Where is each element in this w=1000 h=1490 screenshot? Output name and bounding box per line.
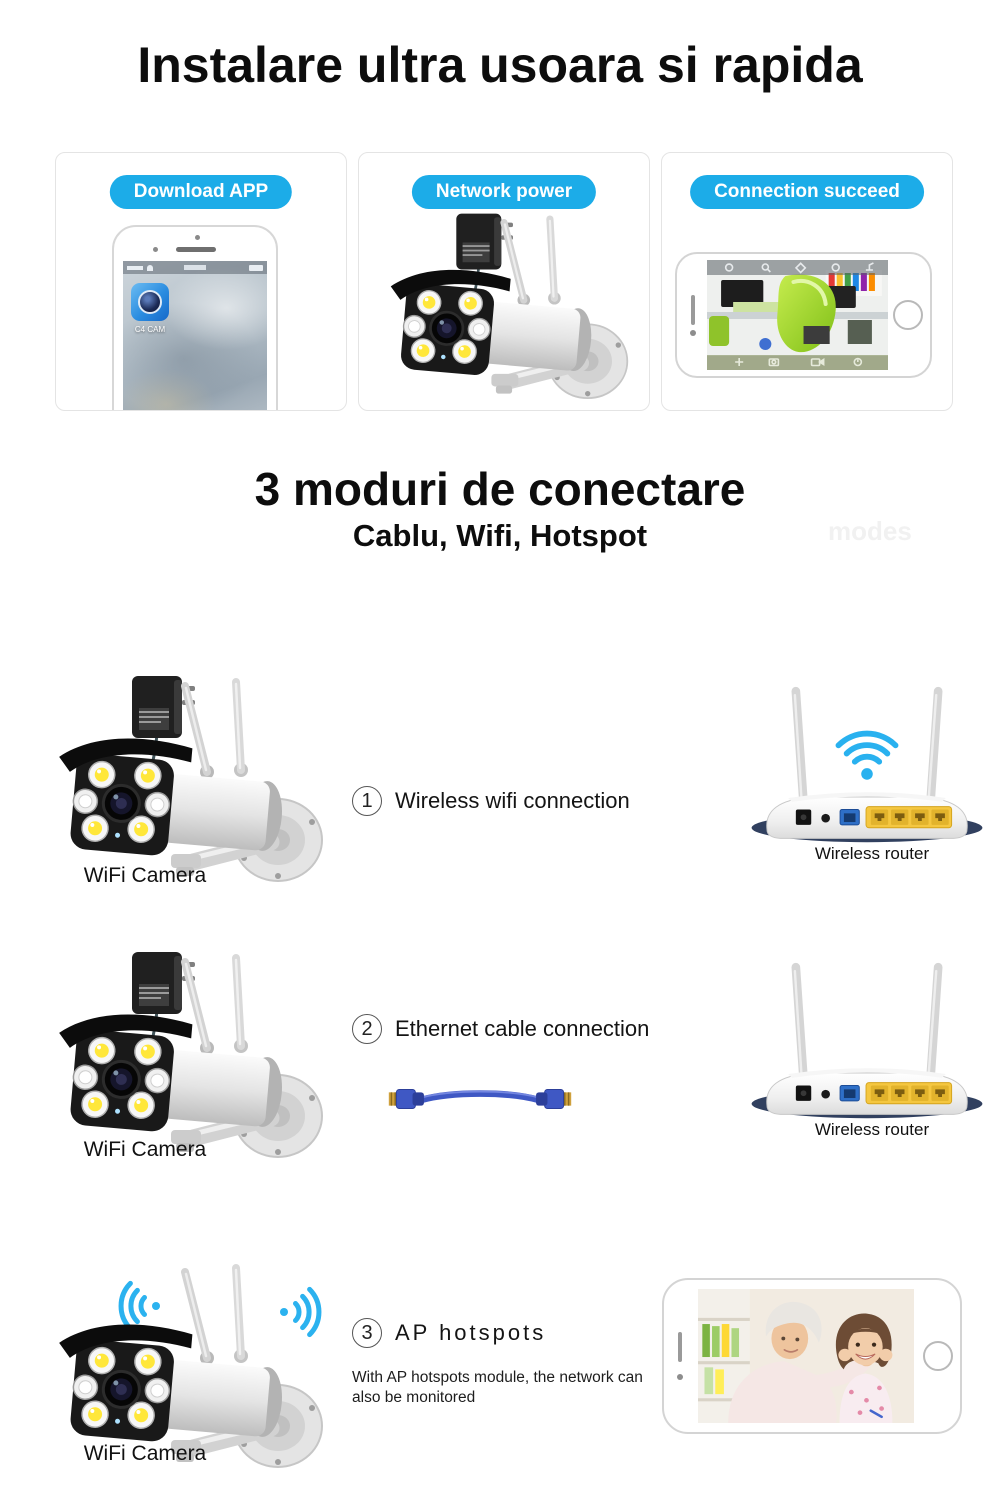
step-badge: Download APP — [110, 175, 292, 209]
step-badge: Network power — [412, 175, 596, 209]
office-scene — [707, 260, 888, 370]
camera-live-view-screen — [707, 260, 888, 370]
wireless-router-label: Wireless router — [814, 1120, 930, 1139]
wifi-camera-illustration — [35, 946, 335, 1161]
wireless-router-illustration — [742, 942, 992, 1130]
wifi-camera-illustration — [35, 670, 335, 885]
phone-speaker-icon — [691, 295, 695, 325]
phone-speaker-icon — [176, 247, 216, 252]
clock-text — [184, 265, 206, 270]
app-icon-label: C4 CAM — [134, 325, 166, 334]
wifi-camera-label: WiFi Camera — [83, 1138, 207, 1161]
battery-icon — [249, 265, 263, 271]
step-card-network-power — [358, 152, 650, 411]
home-button — [893, 300, 923, 330]
phone-status-bar — [123, 261, 267, 274]
mode-row-3 — [352, 1318, 546, 1348]
page-title: Instalare ultra usoara si rapida — [137, 37, 863, 93]
family-photo-screen — [698, 1289, 914, 1423]
camera-app-icon — [131, 283, 169, 321]
section-subtitle: Cablu, Wifi, Hotspot — [352, 518, 648, 553]
step-card-connection-succeed — [661, 152, 953, 411]
family-scene — [698, 1289, 914, 1423]
mode-title: AP hotspots — [395, 1320, 547, 1345]
phone-camera-dot-icon — [195, 235, 200, 240]
phone-mockup-landscape — [675, 252, 932, 378]
wifi-camera-with-adapter-illustration — [369, 208, 639, 402]
ghost-watermark: modes — [828, 516, 912, 546]
step-badge: Connection succeed — [690, 175, 924, 209]
phone-speaker-icon — [678, 1332, 682, 1362]
mode-title: Ethernet cable connection — [395, 1016, 650, 1041]
mode-title: Wireless wifi connection — [395, 788, 630, 813]
mode-number-badge: 3 — [352, 1318, 382, 1348]
step-card-download-app — [55, 152, 347, 411]
signal-bars-icon — [127, 266, 143, 270]
mode-description: With AP hotspots module, the network can also be monitored — [352, 1369, 643, 1407]
wireless-router-label: Wireless router — [814, 844, 930, 863]
phone-mockup-portrait — [112, 225, 278, 411]
mode-row-2 — [352, 1014, 649, 1044]
wifi-camera-hotspot-illustration — [35, 1256, 335, 1471]
home-button — [923, 1341, 953, 1371]
wifi-camera-label: WiFi Camera — [83, 1442, 207, 1465]
wifi-status-icon — [147, 265, 153, 271]
phone-sensor-dot-icon — [153, 247, 158, 252]
ethernet-cable-illustration — [385, 1080, 575, 1118]
section-title: 3 moduri de conectare — [254, 463, 746, 515]
phone-mockup-family-view — [662, 1278, 962, 1434]
wireless-router-illustration — [742, 666, 992, 854]
mode-row-1 — [352, 786, 630, 816]
phone-camera-dot-icon — [690, 330, 696, 336]
mode-number-badge: 1 — [352, 786, 382, 816]
phone-wallpaper-screen — [123, 261, 267, 411]
mode-number-badge: 2 — [352, 1014, 382, 1044]
phone-camera-dot-icon — [677, 1374, 683, 1380]
wifi-camera-label: WiFi Camera — [83, 864, 207, 887]
